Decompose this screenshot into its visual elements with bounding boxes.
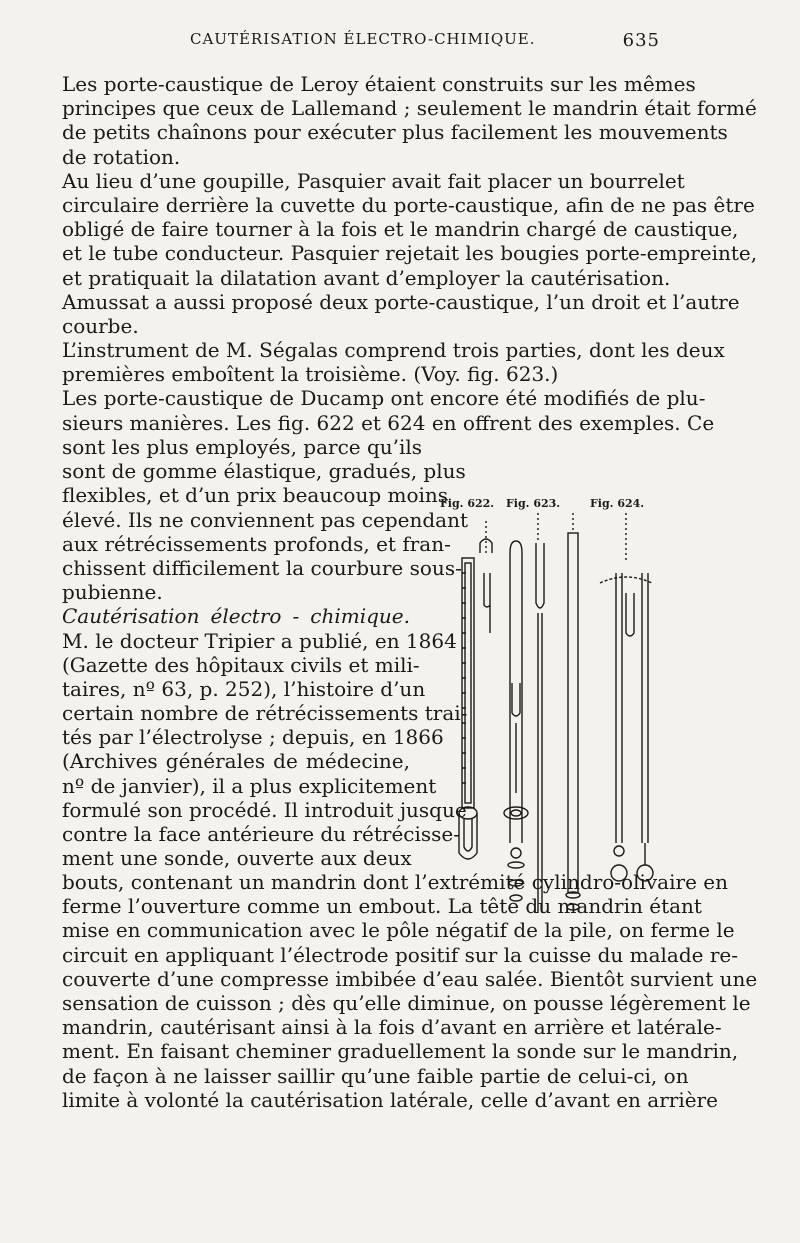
running-header — [180, 30, 660, 58]
text-line: de façon à ne laisser saillir qu’une faible partie de celui-ci, on — [62, 1063, 689, 1088]
running-title: CAUTÉRISATION ÉLECTRO-CHIMIQUE. — [190, 30, 536, 48]
text-line: principes que ceux de Lallemand ; seulement le mandrin était formé — [62, 96, 757, 121]
text-line: (Archives générales de médecine, — [62, 749, 410, 774]
text-line: limite à volonté la cautérisation latérale, celle d’avant en arrière — [62, 1087, 718, 1112]
text-line: ferme l’ouverture comme un embout. La tête du mandrin étant — [62, 894, 702, 919]
section-heading: Cautérisation électro - chimique. — [62, 604, 410, 629]
text-line: certain nombre de rétrécissements trai- — [62, 701, 468, 726]
top-text-block — [62, 72, 758, 435]
text-line: courbe. — [62, 313, 139, 338]
text-line: aux rétrécissements profonds, et fran- — [62, 531, 451, 556]
text-line: chissent difficilement la courbure sous- — [62, 555, 462, 580]
text-line: bouts, contenant un mandrin dont l’extrémité cylindro-olivaire en — [62, 870, 728, 894]
text-line: sont de gomme élastique, gradués, plus — [62, 459, 466, 484]
text-line: (Gazette des hôpitaux civils et mili- — [62, 652, 420, 677]
text-line: flexibles, et d’un prix beaucoup moins — [62, 483, 449, 508]
text-line: circuit en appliquant l’électrode positif sur la cuisse du malade re- — [62, 942, 739, 967]
text-line: mise en communication avec le pôle négatif de la pile, on ferme le — [62, 918, 735, 943]
text-line: obligé de faire tourner à la fois et le mandrin chargé de caustique, — [62, 217, 739, 242]
instrument-figure — [440, 497, 670, 927]
page-number: 635 — [622, 30, 660, 51]
text-line: M. le docteur Tripier a publié, en 1864 — [62, 628, 457, 653]
text-line: de rotation. — [62, 144, 181, 169]
text-line: premières emboîtent la troisième. (Voy. fig. 623.) — [62, 362, 559, 387]
text-line: Au lieu d’une goupille, Pasquier avait fait placer un bourrelet — [62, 168, 685, 193]
text-line: Les porte-caustique de Ducamp ont encore été modifiés de plu- — [62, 386, 706, 411]
text-line: formulé son procédé. Il introduit jusque — [62, 797, 467, 822]
text-line: et le tube conducteur. Pasquier rejetait les bougies porte-empreinte, — [62, 241, 758, 266]
text-line: Amussat a aussi proposé deux porte-caustique, l’un droit et l’autre — [62, 289, 740, 314]
text-line: couverte d’une compresse imbibée d’eau salée. Bientôt survient une — [62, 966, 758, 991]
segalas-instrument-623-drawing — [508, 513, 580, 913]
fig-622-label: Fig. 622. — [440, 497, 495, 510]
text-line: sont les plus employés, parce qu’ils — [62, 435, 423, 459]
fig-624-label: Fig. 624. — [590, 497, 645, 510]
text-line: ment une sonde, ouverte aux deux — [62, 846, 412, 871]
text-line: nº de janvier), il a plus explicitement — [62, 773, 437, 798]
text-line: sieurs manières. Les fig. 622 et 624 en offrent des exemples. Ce — [62, 410, 715, 435]
porte-caustique-622-drawing — [459, 521, 528, 859]
ducamp-instrument-624-drawing — [600, 513, 653, 881]
text-line: tés par l’électrolyse ; depuis, en 1866 — [62, 725, 444, 750]
text-line: et pratiquait la dilatation avant d’employer la cautérisation. — [62, 265, 671, 290]
fig-623-label: Fig. 623. — [506, 497, 561, 510]
text-line: mandrin, cautérisant ainsi à la fois d’avant en arrière et latérale- — [62, 1015, 722, 1040]
text-line: ment. En faisant cheminer graduellement la sonde sur le mandrin, — [62, 1039, 739, 1064]
text-line: sensation de cuisson ; dès qu’elle diminue, on pousse légèrement le — [62, 990, 751, 1015]
text-line: élevé. Ils ne conviennent pas cependant — [62, 507, 468, 532]
text-line: de petits chaînons pour exécuter plus facilement les mouvements — [62, 120, 728, 145]
text-line: L’instrument de M. Ségalas comprend trois parties, dont les deux — [62, 338, 725, 363]
text-line: contre la face antérieure du rétrécisse- — [62, 822, 461, 846]
text-line: pubienne. — [62, 580, 163, 605]
text-line: circulaire derrière la cuvette du porte-caustique, afin de ne pas être — [62, 192, 755, 217]
text-line: Les porte-caustique de Leroy étaient construits sur les mêmes — [62, 72, 696, 96]
text-line: taires, nº 63, p. 252), l’histoire d’un — [62, 676, 426, 701]
instrument-drawings — [440, 513, 670, 923]
